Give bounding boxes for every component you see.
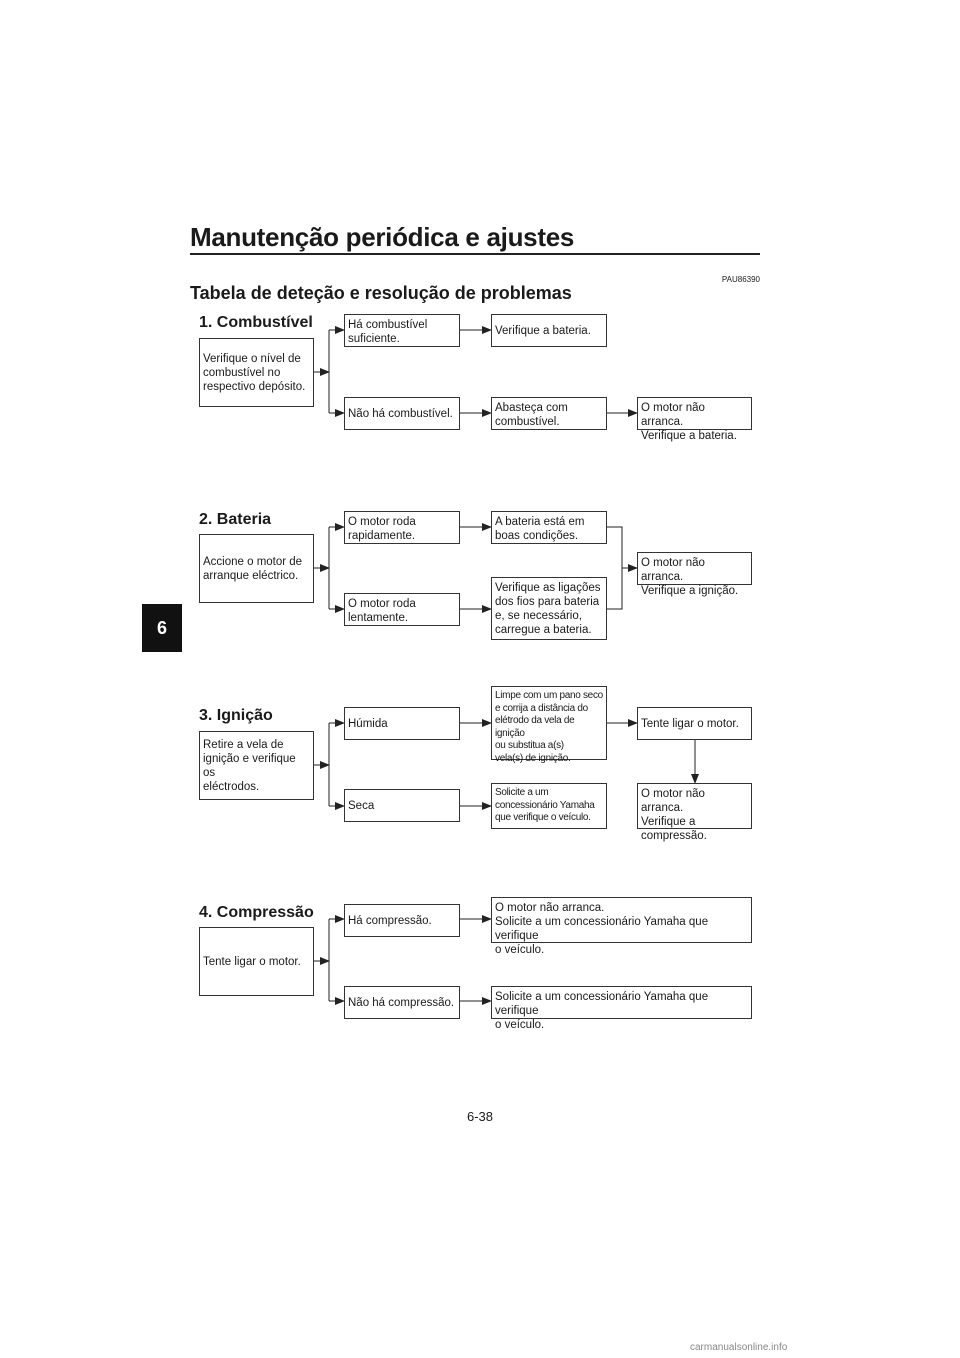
heading-compression: 4. Compressão <box>199 904 314 921</box>
heading-fuel: 1. Combustível <box>199 314 313 331</box>
box-battery-slow: O motor roda lentamente. <box>344 593 460 626</box>
box-ignition-start: Retire a vela de ignição e verifique os eléctrodos. <box>199 731 314 800</box>
box-fuel-no-next: Abasteça com combustível. <box>491 397 607 430</box>
box-fuel-no-result: O motor não arranca. Verifique a bateria. <box>637 397 752 430</box>
box-compression-start: Tente ligar o motor. <box>199 927 314 996</box>
watermark: carmanualsonline.info <box>690 1342 788 1353</box>
heading-battery: 2. Bateria <box>199 511 272 528</box>
box-fuel-no: Não há combustível. <box>344 397 460 430</box>
box-compression-yes: Há compressão. <box>344 904 460 937</box>
merge-battery <box>607 527 622 609</box>
box-fuel-yes-next: Verifique a bateria. <box>491 314 607 347</box>
document-code: PAU86390 <box>721 275 760 284</box>
box-battery-fast-next: A bateria está em boas condições. <box>491 511 607 544</box>
box-ignition-wet-result: Tente ligar o motor. <box>637 707 752 740</box>
box-ignition-final: O motor não arranca. Verifique a compressão. <box>637 783 752 829</box>
page-title: Manutenção periódica e ajustes <box>190 222 575 252</box>
box-ignition-dry-next: Solicite a um concessionário Yamaha que verifique o veículo. <box>491 783 607 829</box>
box-compression-no: Não há compressão. <box>344 986 460 1019</box>
heading-ignition: 3. Ignição <box>199 707 273 724</box>
box-ignition-wet-next: Limpe com um pano seco e corrija a distância do elétrodo da vela de ignição ou substitua a(s) vela(s) de ignição. <box>491 686 607 760</box>
box-compression-no-next: Solicite a um concessionário Yamaha que verifique o veículo. <box>491 986 752 1019</box>
box-battery-slow-next: Verifique as ligações dos fios para bateria e, se necessário, carregue a bateria. <box>491 577 607 640</box>
box-battery-fast: O motor roda rapidamente. <box>344 511 460 544</box>
box-fuel-start: Verifique o nível de combustível no respectivo depósito. <box>199 338 314 407</box>
section-title: Tabela de deteção e resolução de problemas <box>190 283 572 303</box>
box-ignition-wet: Húmida <box>344 707 460 740</box>
page-number: 6-38 <box>466 1109 494 1124</box>
box-fuel-yes: Há combustível suficiente. <box>344 314 460 347</box>
box-ignition-dry: Seca <box>344 789 460 822</box>
box-battery-result: O motor não arranca. Verifique a ignição. <box>637 552 752 585</box>
chapter-tab: 6 <box>142 604 182 652</box>
box-battery-start: Accione o motor de arranque eléctrico. <box>199 534 314 603</box>
box-compression-yes-next: O motor não arranca. Solicite a um concessionário Yamaha que verifique o veículo. <box>491 897 752 943</box>
